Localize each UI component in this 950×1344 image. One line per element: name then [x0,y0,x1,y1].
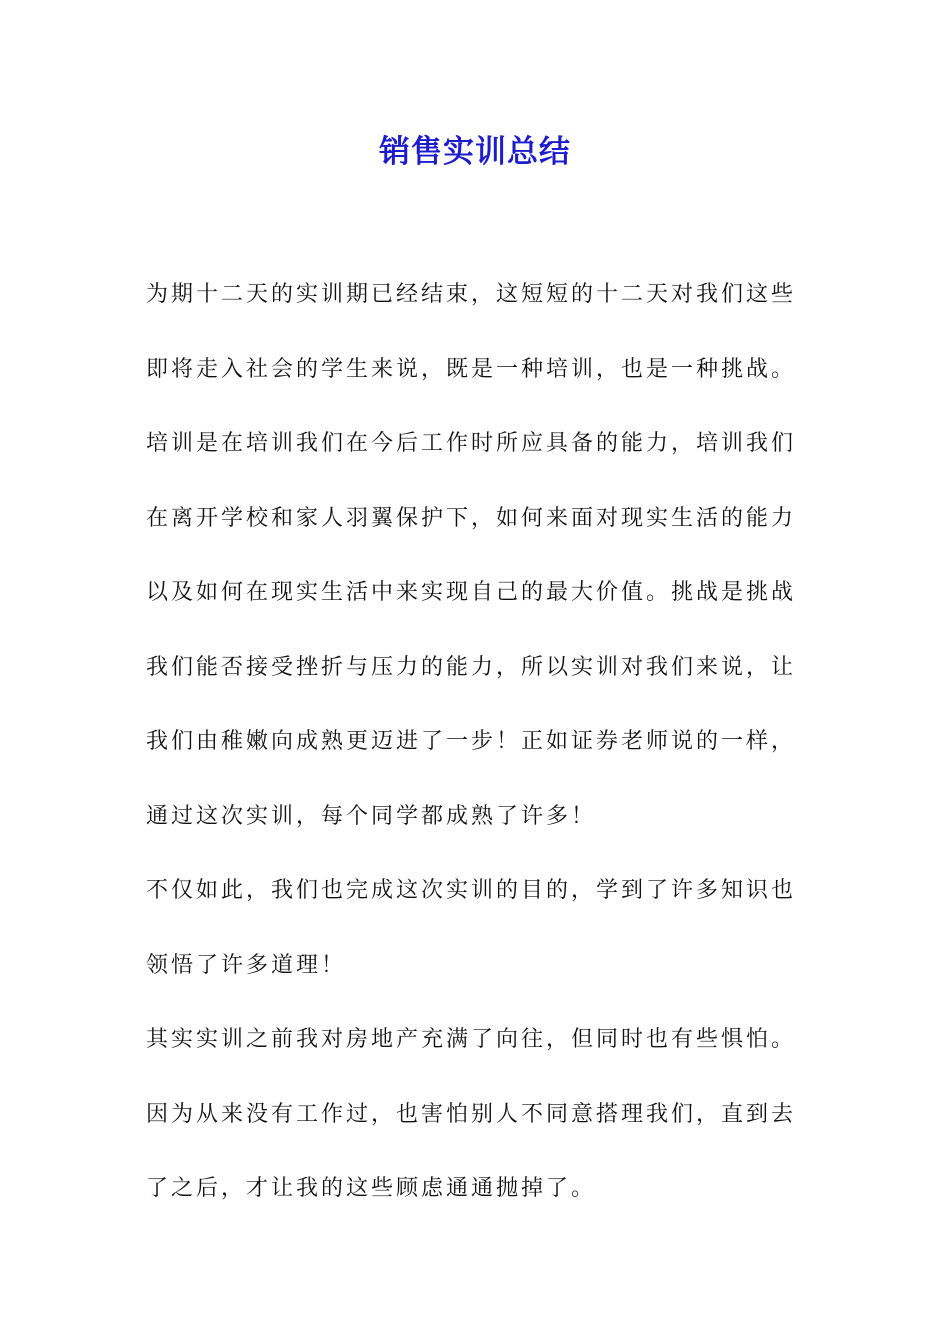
document-body [146,258,806,1227]
paragraph-1: 为期十二天的实训期已经结束，这短短的十二天对我们这些即将走入社会的学生来说，既是一种培训，也是一种挑战。培训是在培训我们在今后工作时所应具备的能力，培训我们在离开学校和家人羽翼保护下，如何来面对现实生活的能力以及如何在现实生活中来实现自己的最大价值。挑战是挑战我们能否接受挫折与压力的能力，所以实训对我们来说，让我们由稚嫩向成熟更迈进了一步！正如证券老师说的一样，通过这次实训，每个同学都成熟了许多！ [146,282,797,829]
document-title: 销售实训总结 [379,134,571,170]
paragraph-2: 不仅如此，我们也完成这次实训的目的，学到了许多知识也领悟了许多道理！ [146,878,797,978]
paragraph-3: 其实实训之前我对房地产充满了向往，但同时也有些惧怕。因为从来没有工作过，也害怕别人不同意搭理我们，直到去了之后，才让我的这些顾虑通通抛掉了。 [146,1027,797,1201]
